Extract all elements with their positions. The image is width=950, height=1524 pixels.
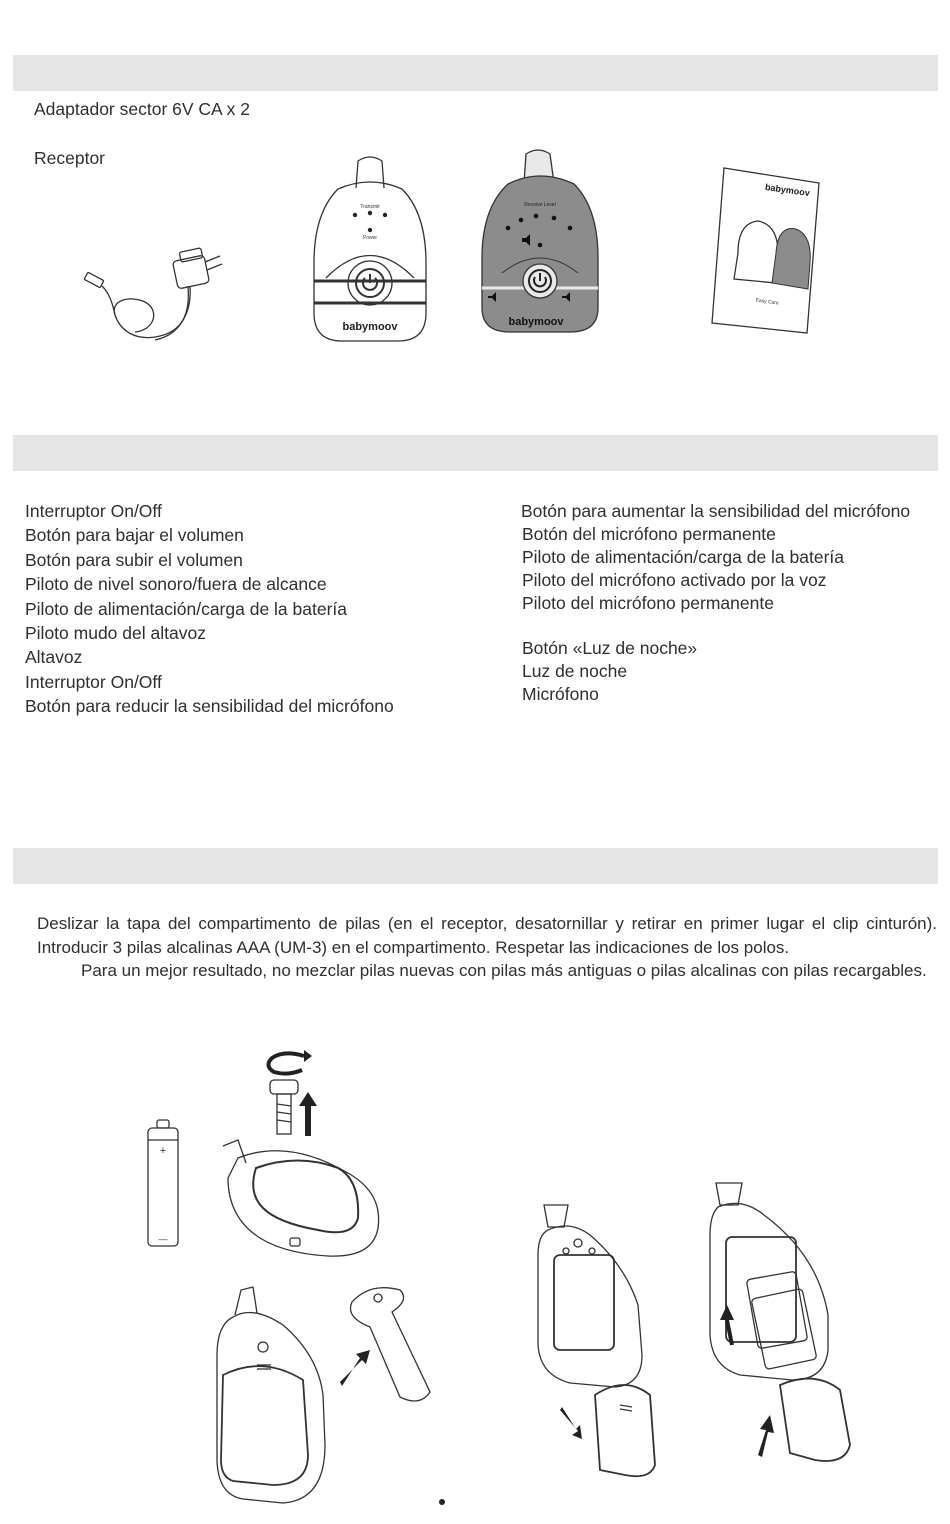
up-arrow-icon xyxy=(298,1092,318,1137)
list-item: Luz de noche xyxy=(522,661,628,681)
battery-minus: — xyxy=(158,1234,168,1244)
list-item: Piloto del micrófono activado por la voz xyxy=(522,570,827,590)
receiver-label: Receptor xyxy=(34,148,106,168)
list-item: Interruptor On/Off xyxy=(25,671,162,692)
list-item: Botón para bajar el volumen xyxy=(25,525,244,546)
list-item: Interruptor On/Off xyxy=(25,501,162,521)
batteries-paragraph xyxy=(37,912,937,983)
section-header-contents xyxy=(13,55,938,91)
list-item: Piloto de alimentación/carga de la batería xyxy=(522,547,845,567)
receiver-brand: babymoov xyxy=(508,316,564,328)
list-item: Botón para reducir la sensibilidad del micrófono xyxy=(25,696,394,717)
screw-icon xyxy=(268,1078,302,1138)
list-item: Botón para subir el volumen xyxy=(25,549,243,570)
list-item: Piloto de nivel sonoro/fuera de alcance xyxy=(25,574,327,595)
list-item: Micrófono xyxy=(522,684,599,704)
receive-level-label: Receive Level xyxy=(524,202,556,208)
batteries-instructions: Deslizar la tapa del compartimento de pilas (en el receptor, desatornillar y retirar en primer lugar el clip cinturón). Introducir 3 pilas alcalinas AAA (UM-3) en el compartimento. Respetar las indicaciones de los polos. xyxy=(37,914,937,957)
list-item: Piloto mudo del altavoz xyxy=(25,622,206,643)
manual-model: Easy Care xyxy=(755,297,780,307)
power-label: Power xyxy=(362,235,378,241)
list-item: Altavoz xyxy=(25,647,83,668)
compartment-batteries-illustration xyxy=(700,1175,890,1475)
receiver-back-illustration xyxy=(218,1138,388,1263)
adapter-illustration xyxy=(80,240,250,360)
list-item: Piloto de alimentación/carga de la batería xyxy=(25,598,348,619)
transmit-label: Transmit xyxy=(360,204,380,210)
list-gap xyxy=(521,615,910,637)
list-item: Botón para aumentar la sensibilidad del micrófono xyxy=(521,501,911,521)
transmitter-brand: babymoov xyxy=(342,321,398,333)
clip-illustration xyxy=(340,1282,460,1412)
page-bullet xyxy=(439,1499,445,1505)
section-header-description xyxy=(13,435,938,471)
compartment-open-illustration xyxy=(530,1195,680,1480)
receiver-illustration xyxy=(478,148,603,333)
manual-brand: babymoov xyxy=(764,181,811,199)
description-list-right xyxy=(521,500,910,706)
adapter-label: Adaptador sector 6V CA x 2 xyxy=(34,99,250,119)
receiver-open-illustration xyxy=(213,1285,338,1515)
section-header-batteries xyxy=(13,848,938,884)
batteries-tip: Para un mejor resultado, no mezclar pilas nuevas con pilas más antiguas o pilas alcalinas con pilas recargables. xyxy=(81,961,927,980)
list-item: Botón del micrófono permanente xyxy=(522,524,776,544)
rotate-arrow-icon xyxy=(262,1050,312,1080)
battery-illustration xyxy=(143,1118,183,1248)
battery-plus: + xyxy=(159,1145,167,1157)
manual-illustration xyxy=(712,163,822,333)
transmitter-illustration xyxy=(308,153,433,343)
list-item: Piloto del micrófono permanente xyxy=(522,593,774,613)
description-list-left xyxy=(25,499,394,719)
list-item: Botón «Luz de noche» xyxy=(522,638,698,658)
